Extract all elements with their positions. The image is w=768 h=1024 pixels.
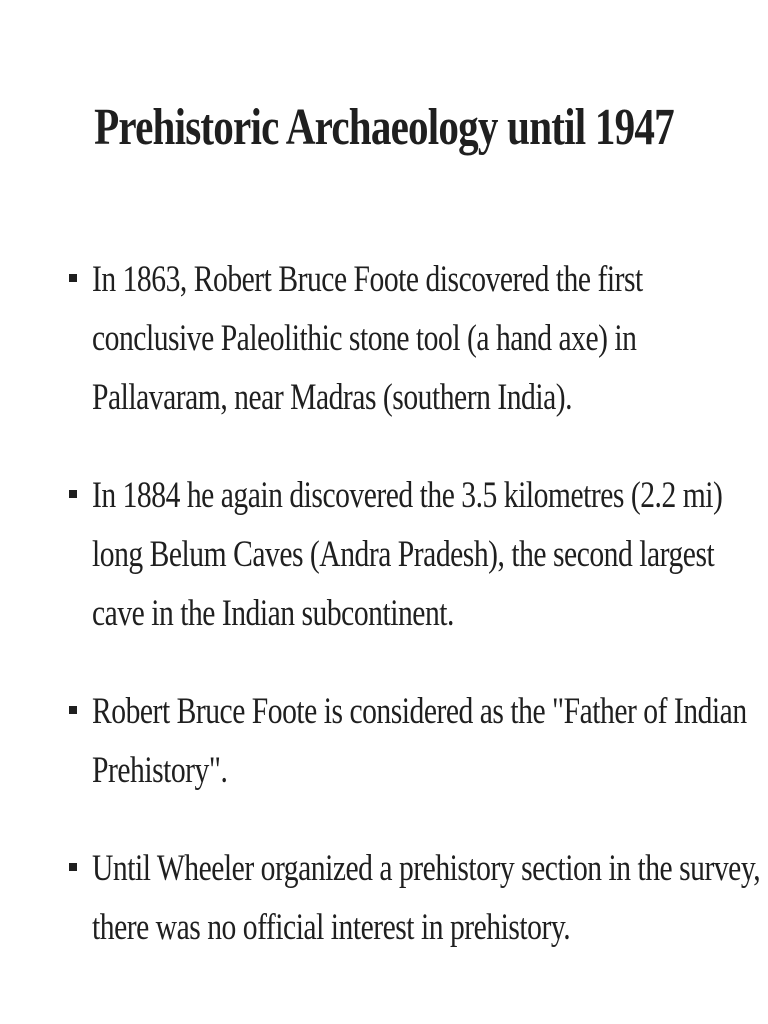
- bullet-text: [92, 250, 740, 427]
- bullet-text: [92, 682, 747, 800]
- bullet-line: there was no official interest in prehistory.: [92, 907, 571, 948]
- bullet-line: Pallavaram, near Madras (southern India).: [92, 377, 573, 418]
- bullet-item-3: [66, 682, 746, 800]
- bullet-item-4: [66, 839, 761, 957]
- square-bullet-icon: [69, 490, 77, 498]
- bullet-line: long Belum Caves (Andra Pradesh), the second largest: [92, 534, 715, 575]
- bullet-text: [92, 466, 740, 643]
- square-bullet-icon: [69, 706, 77, 714]
- bullet-line: Robert Bruce Foote is considered as the "Father of Indian: [92, 691, 747, 732]
- bullet-line: conclusive Paleolithic stone tool (a hand axe) in: [92, 318, 637, 359]
- bullet-item-1: [66, 250, 746, 427]
- bullet-line: cave in the Indian subcontinent.: [92, 593, 454, 634]
- bullet-line: In 1863, Robert Bruce Foote discovered the first: [92, 259, 643, 300]
- bullet-line: In 1884 he again discovered the 3.5 kilometres (2.2 mi): [92, 475, 723, 516]
- bullet-list: [66, 250, 761, 957]
- slide-title: Prehistoric Archaeology until 1947: [94, 99, 674, 156]
- square-bullet-icon: [69, 274, 77, 282]
- bullet-item-2: [66, 466, 746, 643]
- square-bullet-icon: [69, 863, 77, 871]
- bullet-line: Until Wheeler organized a prehistory section in the survey,: [92, 848, 761, 889]
- bullet-text: [92, 839, 761, 957]
- bullet-line: Prehistory".: [92, 750, 228, 791]
